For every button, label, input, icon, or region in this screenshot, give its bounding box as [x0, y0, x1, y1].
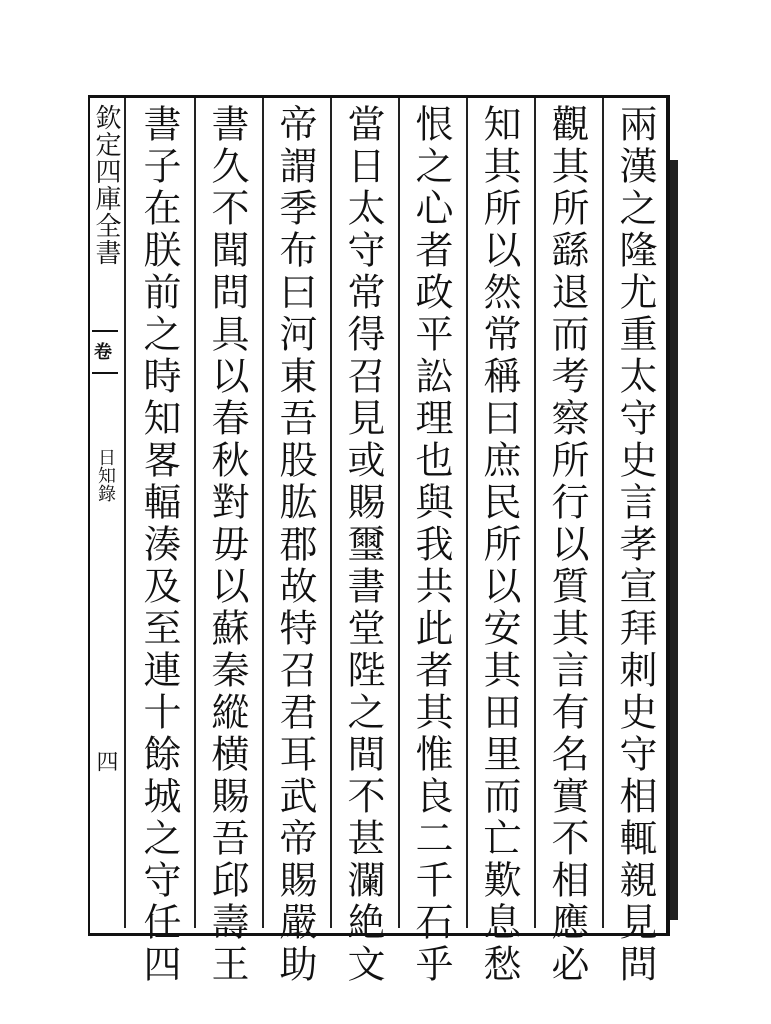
- text-column-2: 觀其所繇退而考察所行以質其言有名實不相應必: [545, 104, 589, 986]
- text-column-4: 恨之心者政平訟理也與我共此者其惟良二千石乎: [409, 104, 453, 986]
- text-column-8: 書子在朕前之時知畧輻湊及至連十餘城之守任四: [137, 104, 181, 986]
- column-rule: [398, 98, 400, 928]
- column-rule: [330, 98, 332, 928]
- column-rule: [534, 98, 536, 928]
- column-rule: [466, 98, 468, 928]
- margin-chapter: 卷: [94, 342, 112, 363]
- column-rule: [602, 98, 604, 928]
- text-column-7: 書久不聞問具以春秋對毋以蘇秦縱横賜吾邱壽王: [205, 104, 249, 986]
- text-column-1: 兩漢之隆尤重太守史言孝宣拜刺史守相輒親見問: [613, 104, 657, 986]
- margin-page-number: 四: [93, 750, 118, 772]
- text-column-6: 帝謂季布曰河東吾股肱郡故特召君耳武帝賜嚴助: [273, 104, 317, 986]
- binding-shadow: [670, 160, 678, 920]
- column-rule: [262, 98, 264, 928]
- column-rule: [124, 98, 126, 928]
- text-column-3: 知其所以然常稱曰庶民所以安其田里而亡歎息愁: [477, 104, 521, 986]
- margin-book-name: 日知錄: [95, 448, 116, 502]
- column-rule: [194, 98, 196, 928]
- margin-chapter-block: [92, 330, 118, 374]
- text-column-5: 當日太守常得召見或賜璽書堂陛之間不甚瀾絶文: [341, 104, 385, 986]
- margin-book-title: 欽定四庫全書: [91, 104, 121, 266]
